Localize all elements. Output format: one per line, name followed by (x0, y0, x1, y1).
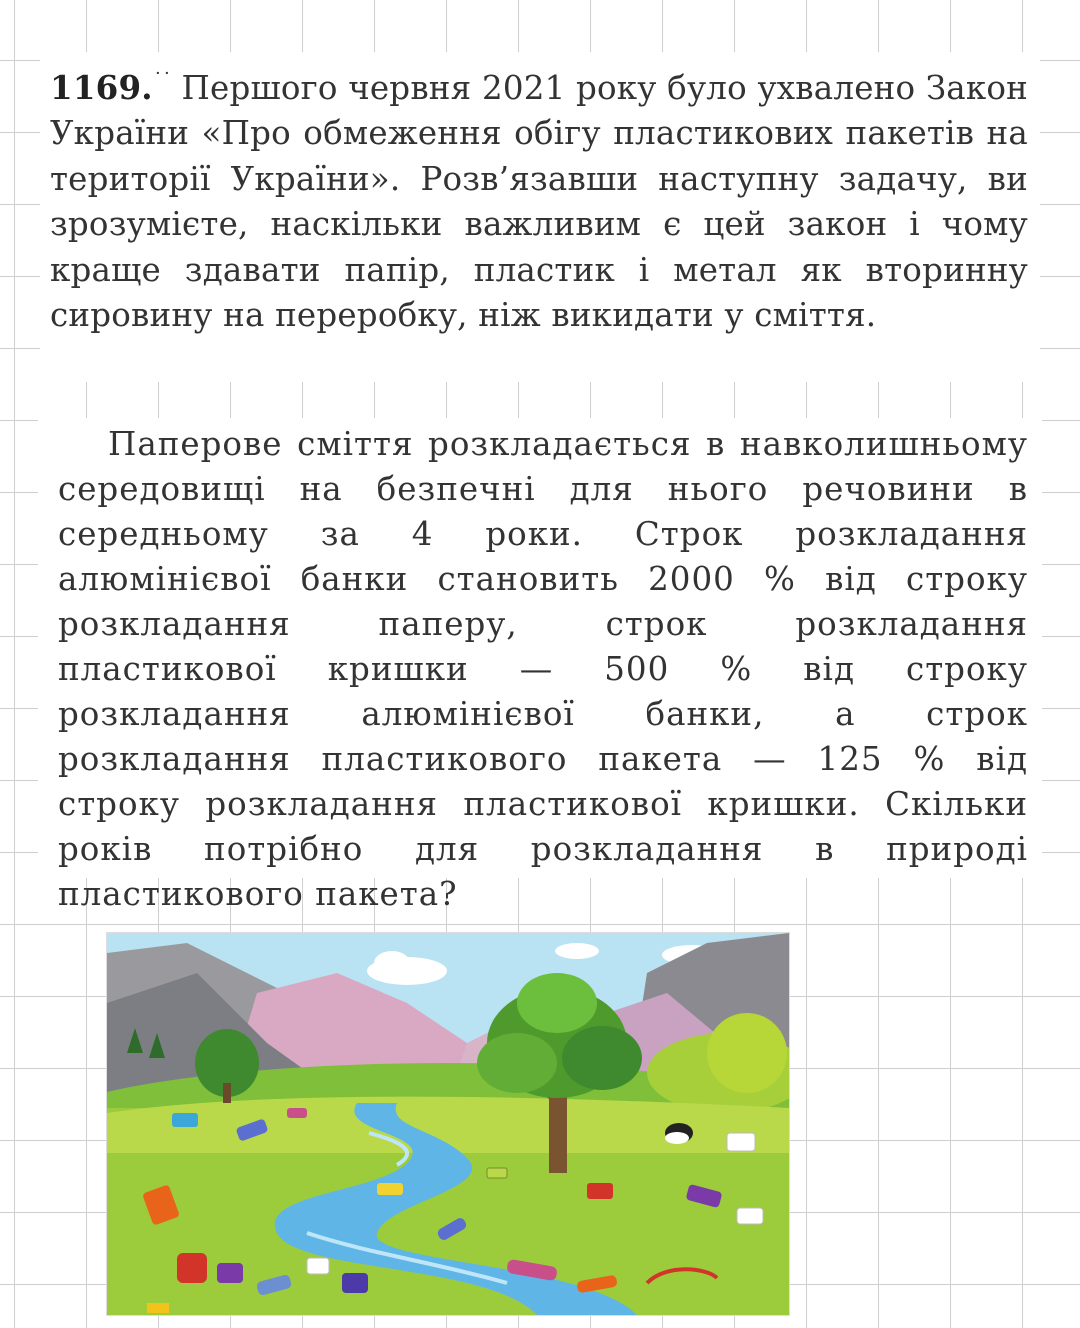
problem-statement (38, 418, 1042, 913)
task-statement (40, 52, 1040, 382)
pollution-illustration (106, 932, 790, 1316)
task-paragraph (40, 52, 1040, 339)
task-number: 1169. (50, 67, 153, 107)
task-text: Першого червня 2021 року було ухвалено Закон України «Про обмеження обігу пластикових пакетів на території України». Розв’язавши наступну задачу, ви зрозумієте, наскільки важливим є цей закон і чому краще здавати папір, пластик і метал як вторинну сировину на переробку, ніж викидати у сміття. (50, 68, 1029, 335)
difficulty-mark: ˙˙ (152, 68, 171, 92)
problem-text: Паперове сміття розкладається в навколишньому середовищі на безпечні для нього речовини в середньому за 4 роки. Строк розкладання алюмінієвої банки становить 2000 % від строку розкладання паперу, строк розкладання пластикової кришки — 500 % від строку розкладання алюмінієвої банки, а строк розкладання пластикового пакета — 125 % від строку розкладання пластикової кришки. Скільки років потрібно для розкладання в природі пластикового пакета? (58, 425, 1028, 913)
landscape-with-litter-image (107, 933, 789, 1315)
